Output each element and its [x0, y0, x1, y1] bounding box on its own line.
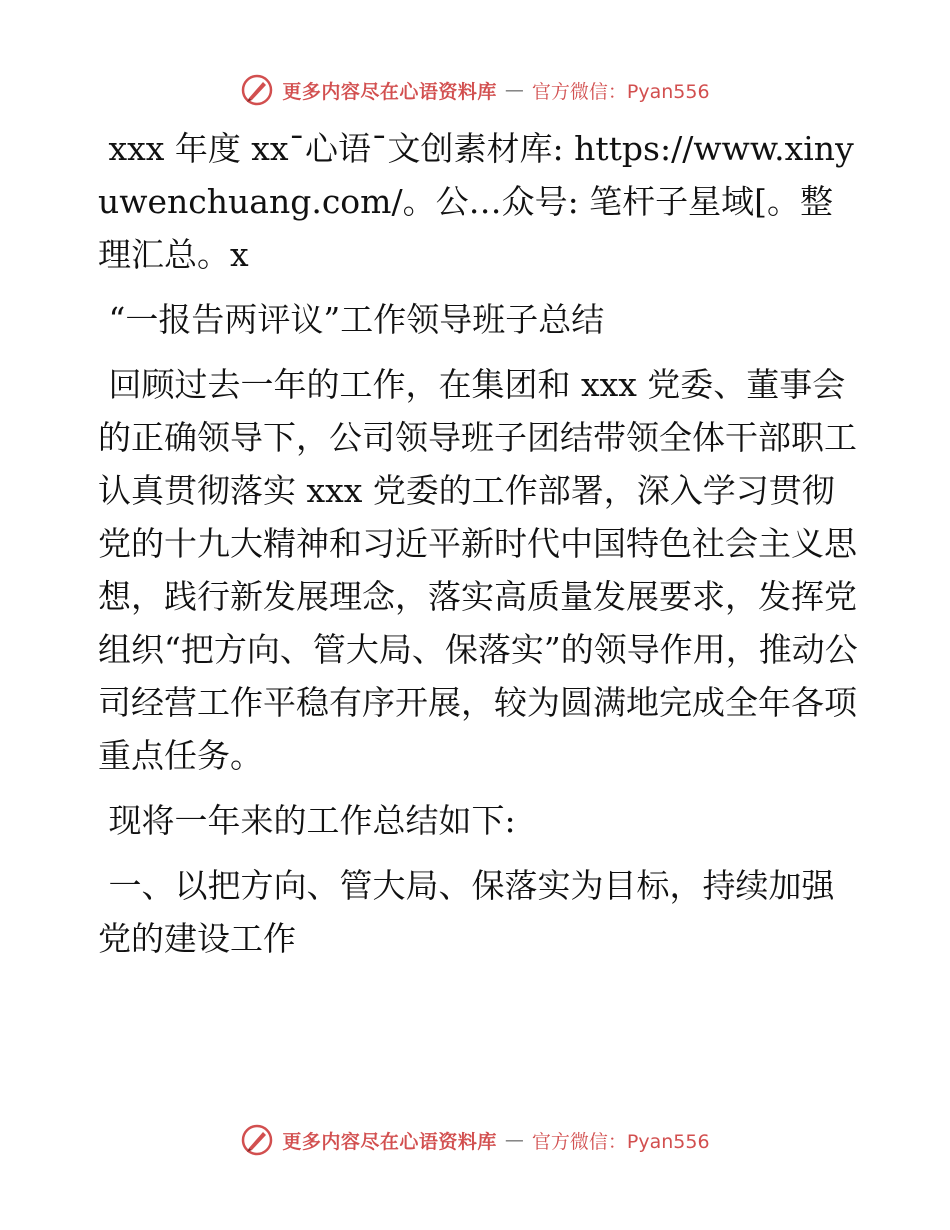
header-banner	[0, 70, 950, 110]
banner-separator: —	[504, 79, 524, 101]
document-body	[98, 122, 858, 977]
summary-intro-paragraph: 现将一年来的工作总结如下:	[98, 801, 516, 840]
banner-wechat-text: 官方微信：Pyan556	[531, 1130, 710, 1153]
pen-logo-icon	[240, 1123, 274, 1157]
section-heading-1: 一、以把方向、管大局、保落实为目标，持续加强党的建设工作	[98, 866, 835, 958]
pen-logo-icon	[240, 73, 274, 107]
banner-wechat-text: 官方微信：Pyan556	[531, 80, 710, 103]
review-paragraph: 回顾过去一年的工作，在集团和 xxx 党委、董事会的正确领导下，公司领导班子团结带领全体干部职工认真贯彻落实 xxx 党委的工作部署，深入学习贯彻党的十九大精神和习近平新时代中国特色社会主义思想，践行新发展理念，落实高质量发展要求，发挥党组织“把方向、管大局、保落实”的领导作用，推动公司经营工作平稳有序开展，较为圆满地完成全年各项重点任务。	[98, 365, 858, 775]
banner-brand-text: 更多内容尽在心语资料库	[282, 1130, 497, 1153]
banner-brand-text: 更多内容尽在心语资料库	[282, 80, 497, 103]
document-title: “一报告两评议”工作领导班子总结	[98, 300, 605, 339]
source-note-paragraph: xxx 年度 xx¯心语¯文创素材库: https://www.xinyuwenchuang.com/。公…众号: 笔杆子星域[。整理汇总。x	[98, 129, 854, 274]
footer-banner	[0, 1120, 950, 1160]
banner-separator: —	[504, 1129, 524, 1151]
